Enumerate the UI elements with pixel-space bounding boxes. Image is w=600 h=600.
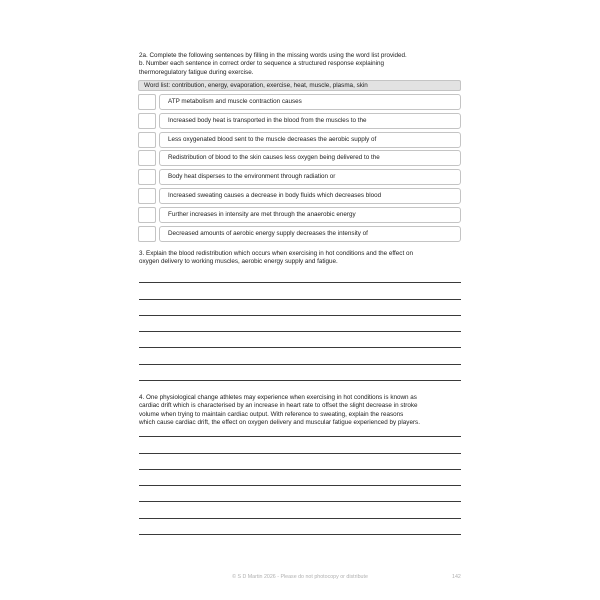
answer-line[interactable] [139, 519, 461, 535]
answer-line[interactable] [139, 316, 461, 332]
sentence-row [138, 150, 461, 166]
question-2-line: thermoregulatory fatigue during exercise. [139, 68, 254, 76]
sequence-number-box[interactable] [138, 113, 156, 129]
answer-line[interactable] [139, 470, 461, 486]
sentence-row [138, 132, 461, 148]
answer-line[interactable] [139, 437, 461, 453]
answer-line[interactable] [139, 300, 461, 316]
sentence-row [138, 207, 461, 223]
question-4-answer-lines[interactable] [139, 421, 461, 535]
sentence-text: Redistribution of blood to the skin causes less oxygen being delivered to the [159, 150, 461, 166]
question-3-answer-lines[interactable] [139, 267, 461, 381]
answer-line[interactable] [139, 348, 461, 364]
answer-line[interactable] [139, 267, 461, 283]
sentence-text: Increased sweating causes a decrease in body fluids which decreases blood [159, 188, 461, 204]
question-2-line: 2a. Complete the following sentences by filling in the missing words using the word list provided. [139, 52, 407, 59]
sequence-number-box[interactable] [138, 132, 156, 148]
sentence-text: Less oxygenated blood sent to the muscle decreases the aerobic supply of [159, 132, 461, 148]
sequence-number-box[interactable] [138, 169, 156, 185]
question-2-line: b. Number each sentence in correct order to sequence a structured response explaining [139, 60, 385, 68]
answer-line[interactable] [139, 332, 461, 348]
sentence-row [138, 113, 461, 129]
question-3-prompt [139, 250, 459, 267]
sequence-number-box[interactable] [138, 94, 156, 110]
question-4-line: which cause cardiac drift, the effect on oxygen delivery and muscular fatigue experienced by players. [139, 419, 420, 427]
sequence-number-box[interactable] [138, 150, 156, 166]
answer-line[interactable] [139, 421, 461, 437]
sequence-number-box[interactable] [138, 188, 156, 204]
answer-line[interactable] [139, 283, 461, 299]
question-4-line: 4. One physiological change athletes may experience when exercising in hot conditions is known as [139, 394, 417, 401]
copyright-notice: © S D Martin 2026 - Please do not photocopy or distribute [232, 574, 368, 580]
question-4-line: cardiac drift which is characterised by an increase in heart rate to offset the slight decrease in stroke [139, 402, 418, 410]
sentence-text: Body heat disperses to the environment through radiation or [159, 169, 461, 185]
sentence-row [138, 94, 461, 110]
sentence-row [138, 226, 461, 242]
sentence-row [138, 188, 461, 204]
page-number: 142 [452, 574, 461, 580]
word-list-bar: Word list: contribution, energy, evaporation, exercise, heat, muscle, plasma, skin [138, 80, 461, 91]
sentence-row [138, 169, 461, 185]
sentence-text: Increased body heat is transported in the blood from the muscles to the [159, 113, 461, 129]
sequence-number-box[interactable] [138, 226, 156, 242]
question-3-line: oxygen delivery to working muscles, aerobic energy supply and fatigue. [139, 258, 338, 266]
sentence-text: ATP metabolism and muscle contraction causes [159, 94, 461, 110]
answer-line[interactable] [139, 454, 461, 470]
question-4-line: volume when trying to maintain cardiac output. With reference to sweating, explain the reasons [139, 410, 404, 418]
question-2-instructions [139, 52, 459, 77]
sentence-text: Decreased amounts of aerobic energy supply decreases the intensity of [159, 226, 461, 242]
sequence-number-box[interactable] [138, 207, 156, 223]
answer-line[interactable] [139, 365, 461, 381]
sentence-table [138, 94, 461, 244]
answer-line[interactable] [139, 502, 461, 518]
sentence-text: Further increases in intensity are met through the anaerobic energy [159, 207, 461, 223]
answer-line[interactable] [139, 486, 461, 502]
question-3-line: 3. Explain the blood redistribution which occurs when exercising in hot conditions and the effect on [139, 250, 413, 257]
